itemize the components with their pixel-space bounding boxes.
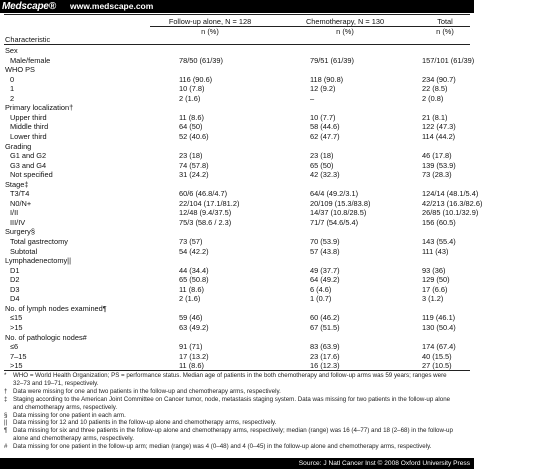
table-row (0, 84, 474, 93)
cell-total: 111 (43) (422, 246, 449, 256)
cell-total: 129 (50) (422, 275, 450, 285)
cell-chemotherapy: 64/4 (49.2/3.1) (310, 189, 359, 199)
cell-chemotherapy: 42 (32.3) (310, 170, 340, 180)
medscape-banner (0, 0, 474, 13)
row-group-label: Lymphadenectomy|| (5, 256, 72, 266)
row-label: Lower third (10, 131, 47, 141)
table-row (0, 142, 474, 151)
row-label: Subtotal (10, 246, 38, 256)
footnote (4, 443, 472, 451)
table-row (0, 218, 474, 227)
cell-follow-up: 116 (90.6) (179, 74, 213, 84)
table-row (0, 132, 474, 141)
footnote-symbol: § (4, 411, 8, 419)
row-label: G1 and G2 (10, 151, 47, 161)
footnote-text: Data were missing for one and two patients in the follow-up and chemotherapy arms, respectively. (13, 387, 281, 395)
footnote (4, 404, 472, 412)
header-bottom-rule (4, 44, 470, 45)
cell-follow-up: 31 (24.2) (179, 170, 209, 180)
cell-follow-up: 17 (13.2) (179, 351, 209, 361)
footnote-text: and chemotherapy arms, respectively. (13, 403, 118, 411)
table-row (0, 46, 474, 55)
row-label: Total gastrectomy (10, 237, 68, 246)
footnote-text: alone and chemotherapy arms, respectively. (13, 435, 134, 443)
row-group-label: No. of lymph nodes examined¶ (5, 303, 107, 313)
row-group-label: Sex (5, 46, 18, 55)
table-row (0, 122, 474, 131)
cell-follow-up: 2 (1.6) (179, 294, 201, 304)
table-row (0, 94, 474, 103)
footnote (4, 380, 472, 388)
cell-chemotherapy: 67 (51.5) (310, 322, 340, 332)
table-row (0, 275, 474, 284)
footnote (4, 419, 472, 427)
row-group-label: Surgery§ (5, 227, 35, 237)
table-bottom-rule (4, 370, 470, 371)
footnote (4, 396, 472, 404)
cell-chemotherapy: 23 (18) (310, 151, 334, 161)
row-label: D1 (10, 265, 20, 275)
cell-total: 93 (36) (422, 265, 446, 275)
cell-follow-up: 11 (8.6) (179, 284, 204, 294)
cell-follow-up: 44 (34.4) (179, 265, 209, 275)
table-row (0, 294, 474, 303)
cell-chemotherapy: 14/37 (10.8/28.5) (310, 208, 367, 218)
footnote-text: WHO = World Health Organization; PS = performance status. Median age of patients in the both chemotherapy and follow-up arms was 59 years; ranges were (13, 372, 447, 379)
cell-follow-up: 63 (49.2) (179, 322, 209, 332)
cell-total: 124/14 (48.1/5.4) (422, 189, 479, 199)
cell-follow-up: 59 (46) (179, 313, 203, 323)
cell-total: 21 (8.1) (422, 112, 448, 122)
cell-follow-up: 23 (18) (179, 151, 203, 161)
table-footnotes (4, 372, 472, 451)
cell-total: 156 (60.5) (422, 217, 456, 227)
row-group-label: No. of pathologic nodes# (5, 332, 87, 342)
source-citation: Source: J Natl Cancer Inst © 2008 Oxford University Press (298, 460, 470, 467)
row-label: D4 (10, 294, 20, 304)
table-row (0, 313, 474, 322)
row-label: G3 and G4 (10, 160, 47, 170)
table-row (0, 208, 479, 218)
cell-total: 114 (44.2) (422, 131, 456, 141)
cell-chemotherapy: 10 (7.7) (310, 112, 336, 122)
column-header-follow-up: Follow-up alone, N = 128 (168, 17, 252, 26)
cell-total: 234 (90.7) (422, 74, 456, 84)
row-label: N0/N+ (10, 198, 32, 208)
footnote-symbol: ‡ (4, 395, 8, 403)
cell-chemotherapy: 65 (50) (310, 160, 334, 170)
cell-total: 42/213 (16.3/82.6) (422, 198, 483, 208)
cell-total: 22 (8.5) (422, 84, 448, 94)
table-row (0, 75, 474, 84)
table-row (0, 113, 474, 122)
footnote-text: Data missing for six and three patients in the follow-up alone and chemotherapy arms, respectively; median (range) was 16 (4–77) and 18 (2–68) in the follow-up (13, 427, 453, 435)
cell-follow-up: 65 (50.8) (179, 275, 209, 285)
row-label: 2 (10, 93, 15, 103)
row-label: III/IV (10, 217, 26, 227)
cell-follow-up: 54 (42.2) (179, 246, 209, 256)
row-label: T3/T4 (10, 189, 30, 199)
table-row (0, 227, 474, 236)
cell-follow-up: 11 (8.6) (179, 112, 204, 122)
footnote-symbol: ¶ (4, 427, 8, 435)
cell-total: 119 (46.1) (422, 313, 456, 323)
table-row (0, 180, 474, 189)
table-row (0, 342, 474, 351)
cell-total: 73 (28.3) (422, 170, 452, 180)
cell-chemotherapy: 58 (44.6) (310, 122, 340, 132)
table-row (0, 103, 474, 112)
cell-chemotherapy: 118 (90.8) (310, 74, 344, 84)
cell-chemotherapy: 79/51 (61/39) (310, 55, 354, 65)
cell-chemotherapy: 62 (47.7) (310, 131, 340, 141)
cell-chemotherapy: 1 (0.7) (310, 294, 332, 304)
row-group-label: Primary localization† (5, 103, 74, 113)
cell-follow-up: 12/48 (9.4/37.5) (179, 208, 232, 218)
cell-total: 139 (53.9) (422, 160, 456, 170)
row-label: Upper third (10, 112, 47, 122)
footnote-text: Data missing for one patient in the follow-up arm; median (range) was 4 (0–48) and 4 (0–45) in the follow-up alone and chemotherapy arms, respectively. (13, 443, 432, 451)
cell-follow-up: 73 (57) (179, 237, 203, 246)
cell-total: 174 (67.4) (422, 342, 456, 352)
footnote-symbol: † (4, 387, 8, 395)
cell-total: 3 (1.2) (422, 294, 444, 304)
cell-total: 17 (6.6) (422, 284, 448, 294)
cell-follow-up: 52 (40.6) (179, 131, 209, 141)
row-label: Not specified (10, 170, 53, 180)
table-row (0, 189, 479, 199)
medscape-logo: Medscape® (2, 1, 56, 12)
table-row (0, 266, 474, 275)
table-row (0, 198, 483, 208)
cell-follow-up: 74 (57.8) (179, 160, 209, 170)
table-row (0, 361, 474, 370)
row-label: I/II (10, 208, 19, 218)
cell-chemotherapy: 57 (43.8) (310, 246, 340, 256)
cell-chemotherapy: 20/109 (15.3/83.8) (310, 198, 371, 208)
column-header-total: Total (437, 17, 453, 26)
column-subheader-follow-up: n (%) (201, 27, 219, 36)
footnote-text: 32–73 and 19–71, respectively. (13, 379, 99, 387)
table-row (0, 161, 474, 170)
cell-chemotherapy: 60 (46.2) (310, 313, 340, 323)
table-row (0, 56, 474, 65)
cell-follow-up: 10 (7.8) (179, 84, 205, 94)
table-row (0, 352, 474, 361)
cell-follow-up: 22/104 (17.1/81.2) (179, 198, 240, 208)
footnote-text: Data missing for 12 and 10 patients in the follow-up alone and chemotherapy arms, respectively. (13, 419, 277, 427)
cell-total: 157/101 (61/39) (422, 55, 475, 65)
table-row (0, 256, 474, 265)
cell-total: 2 (0.8) (422, 93, 444, 103)
cell-follow-up: 11 (8.6) (179, 361, 204, 371)
cell-chemotherapy: 23 (17.6) (310, 351, 340, 361)
cell-follow-up: 2 (1.6) (179, 93, 201, 103)
cell-total: 27 (10.5) (422, 361, 452, 371)
row-group-label: WHO PS (5, 65, 35, 75)
cell-chemotherapy: 12 (9.2) (310, 84, 336, 94)
cell-chemotherapy: 64 (49.2) (310, 275, 340, 285)
cell-total: 46 (17.8) (422, 151, 452, 161)
cell-chemotherapy: 16 (12.3) (310, 361, 340, 371)
cell-chemotherapy: 70 (53.9) (310, 237, 340, 246)
cell-follow-up: 78/50 (61/39) (179, 55, 223, 65)
row-label: Middle third (10, 122, 49, 132)
cell-chemotherapy: 6 (4.6) (310, 284, 332, 294)
footnote-symbol: # (4, 443, 8, 451)
cell-total: 40 (15.5) (422, 351, 452, 361)
footnote-text: Data missing for one patient in each arm. (13, 411, 126, 419)
row-label: >15 (10, 361, 23, 371)
table-row (0, 237, 474, 246)
table-row (0, 65, 474, 74)
footnote (4, 372, 472, 380)
top-rule (4, 14, 470, 15)
cell-follow-up: 75/3 (58.6 / 2.3) (179, 217, 232, 227)
column-subheader-total: n (%) (436, 27, 454, 36)
table-row (0, 285, 474, 294)
medscape-url-link[interactable]: www.medscape.com (70, 1, 154, 11)
column-header-chemotherapy: Chemotherapy, N = 130 (305, 17, 385, 26)
cell-chemotherapy: – (310, 93, 315, 103)
footnote (4, 427, 472, 435)
table-row (0, 323, 474, 332)
row-label: >15 (10, 322, 23, 332)
table-row (0, 304, 474, 313)
source-bar (0, 458, 474, 469)
table-row (0, 170, 474, 179)
cell-follow-up: 64 (50) (179, 122, 203, 132)
footnote (4, 435, 472, 443)
table-row (0, 247, 474, 256)
cell-chemotherapy: 83 (63.9) (310, 342, 340, 352)
cell-chemotherapy: 71/7 (54.6/5.4) (310, 217, 359, 227)
footnote-symbol: || (4, 419, 8, 427)
footnote-symbol: * (4, 372, 7, 379)
row-label: 0 (10, 74, 15, 84)
table-row (0, 333, 474, 342)
cell-follow-up: 60/6 (46.8/4.7) (179, 189, 228, 199)
row-label: 1 (10, 84, 15, 94)
cell-total: 143 (55.4) (422, 237, 456, 246)
footnote (4, 388, 472, 396)
row-label: ≤15 (10, 313, 23, 323)
row-label: 7–15 (10, 351, 27, 361)
column-subheader-chemotherapy: n (%) (336, 27, 354, 36)
cell-chemotherapy: 49 (37.7) (310, 265, 340, 275)
row-group-label: Grading (5, 141, 32, 151)
cell-total: 122 (47.3) (422, 122, 456, 132)
footnote-text: Staging according to the American Joint Committee on Cancer tumor, node, metastasis staging system. Data was missing for two patients in the follow-up alone (13, 395, 451, 403)
row-header-characteristic: Characteristic (5, 35, 51, 44)
footnote (4, 412, 472, 420)
table-row (0, 151, 474, 160)
cell-total: 130 (50.4) (422, 322, 456, 332)
cell-total: 26/85 (10.1/32.9) (422, 208, 479, 218)
row-label: ≤6 (10, 342, 19, 352)
row-label: D3 (10, 284, 20, 294)
row-label: D2 (10, 275, 20, 285)
row-label: Male/female (10, 55, 51, 65)
row-group-label: Stage‡ (5, 179, 29, 189)
cell-follow-up: 91 (71) (179, 342, 203, 352)
